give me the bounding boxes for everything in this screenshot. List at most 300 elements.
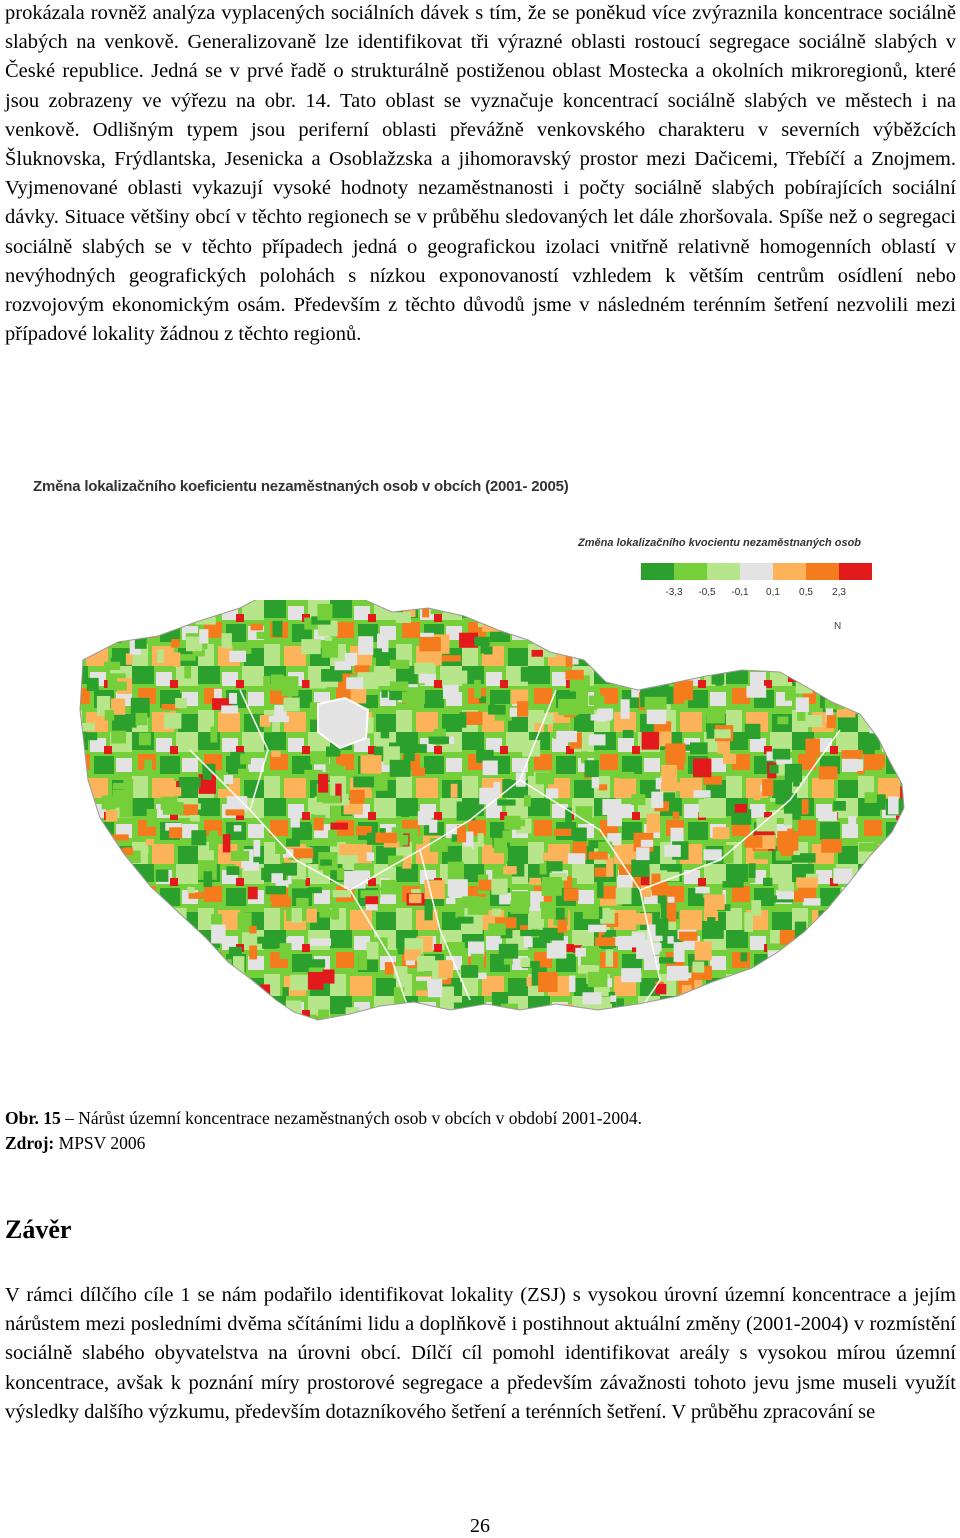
map-municipality-patch bbox=[603, 615, 616, 624]
map-municipality-patch bbox=[290, 975, 310, 991]
map-municipality-patch bbox=[439, 960, 454, 978]
map-municipality-patch bbox=[90, 1022, 99, 1030]
map-municipality-patch bbox=[894, 836, 906, 843]
map-municipality-patch bbox=[876, 689, 895, 708]
map-municipality-patch bbox=[910, 1022, 919, 1030]
map-municipality-patch bbox=[417, 956, 435, 972]
map-municipality-patch bbox=[483, 761, 498, 776]
map-municipality-patch bbox=[778, 636, 789, 651]
map-municipality-patch bbox=[763, 878, 772, 886]
map-municipality-patch bbox=[346, 677, 363, 689]
legend-tick-labels bbox=[0, 587, 960, 601]
map-municipality-patch bbox=[860, 625, 870, 633]
map-municipality-patch bbox=[879, 940, 896, 954]
map-municipality-patch bbox=[160, 617, 167, 633]
map-municipality-patch bbox=[898, 996, 914, 1008]
map-municipality-patch bbox=[80, 858, 96, 877]
map-municipality-patch bbox=[814, 606, 821, 622]
map-municipality-patch bbox=[656, 919, 669, 936]
map-municipality-patch bbox=[632, 932, 645, 947]
map-municipality-patch bbox=[229, 947, 242, 955]
map-municipality-patch bbox=[783, 979, 803, 990]
map-municipality-patch bbox=[154, 625, 168, 633]
map-municipality-patch bbox=[429, 737, 449, 744]
map-municipality-patch bbox=[400, 801, 416, 812]
map-municipality-patch bbox=[565, 670, 583, 680]
map-municipality-patch bbox=[762, 779, 773, 796]
map-municipality-patch bbox=[146, 839, 155, 845]
map-municipality-patch bbox=[878, 687, 893, 693]
map-municipality-patch bbox=[390, 760, 411, 777]
map-municipality-patch bbox=[877, 974, 897, 992]
map-municipality-patch bbox=[629, 634, 644, 653]
map-municipality-patch bbox=[769, 765, 778, 774]
map-municipality-patch bbox=[425, 902, 433, 920]
map-municipality-patch bbox=[373, 1011, 395, 1027]
map-municipality-patch bbox=[583, 992, 602, 1004]
map-municipality-patch bbox=[769, 647, 777, 667]
map-municipality-patch bbox=[695, 609, 706, 623]
map-municipality-patch bbox=[650, 663, 666, 678]
map-municipality-patch bbox=[713, 827, 730, 839]
map-municipality-patch bbox=[767, 608, 788, 620]
map-municipality-patch bbox=[496, 604, 515, 612]
map-municipality-patch bbox=[853, 917, 868, 926]
map-municipality-patch bbox=[883, 741, 896, 752]
map-municipality-patch bbox=[292, 848, 314, 858]
map-municipality-patch bbox=[542, 877, 562, 896]
map-municipality-patch bbox=[857, 704, 864, 712]
map-municipality-patch bbox=[723, 845, 733, 864]
map-municipality-patch bbox=[99, 846, 118, 861]
map-municipality-patch bbox=[806, 739, 821, 758]
map-municipality-patch bbox=[748, 645, 769, 658]
map-municipality-patch bbox=[126, 653, 132, 664]
map-municipality-patch bbox=[847, 991, 856, 1002]
map-municipality-patch bbox=[109, 882, 116, 894]
map-municipality-patch bbox=[707, 917, 715, 930]
map-municipality-patch bbox=[308, 972, 324, 990]
map-municipality-patch bbox=[650, 602, 669, 615]
map-municipality-patch bbox=[366, 942, 378, 960]
map-municipality-patch bbox=[661, 901, 668, 918]
map-municipality-patch bbox=[761, 622, 774, 636]
map-municipality-patch bbox=[782, 980, 789, 991]
map-municipality-patch bbox=[211, 982, 230, 992]
legend-swatch bbox=[740, 563, 773, 580]
map-municipality-patch bbox=[823, 930, 837, 942]
map-municipality-patch bbox=[353, 777, 374, 788]
map-municipality-patch bbox=[190, 815, 200, 822]
map-municipality-patch bbox=[741, 952, 748, 961]
map-municipality-patch bbox=[806, 941, 827, 949]
map-municipality-patch bbox=[885, 638, 891, 650]
map-municipality-patch bbox=[810, 962, 823, 973]
map-municipality-patch bbox=[634, 1017, 643, 1023]
map-municipality-patch bbox=[887, 685, 899, 698]
map-municipality-patch bbox=[358, 636, 373, 655]
map-municipality-patch bbox=[441, 987, 454, 1003]
map-municipality-patch bbox=[322, 641, 338, 658]
map-municipality-patch bbox=[443, 685, 459, 699]
map-municipality-patch bbox=[179, 777, 201, 787]
map-municipality-patch bbox=[817, 619, 833, 630]
map-municipality-patch bbox=[884, 1011, 896, 1028]
section-heading: Závěr bbox=[5, 1215, 72, 1244]
map-municipality-patch bbox=[88, 857, 109, 866]
map-municipality-patch bbox=[139, 733, 151, 746]
map-municipality-patch bbox=[726, 999, 739, 1010]
map-municipality-patch bbox=[271, 897, 291, 908]
map-municipality-patch bbox=[661, 782, 681, 791]
map-municipality-patch bbox=[817, 683, 838, 691]
map-municipality-patch bbox=[190, 1006, 200, 1024]
map-municipality-patch bbox=[554, 829, 571, 836]
map-municipality-patch bbox=[562, 631, 574, 642]
map-municipality-patch bbox=[667, 966, 689, 981]
map-municipality-patch bbox=[763, 989, 784, 1005]
map-municipality-patch bbox=[541, 904, 554, 919]
map-municipality-patch bbox=[865, 792, 877, 803]
map-municipality-patch bbox=[136, 921, 150, 934]
map-municipality-patch bbox=[837, 927, 846, 935]
map-municipality-patch bbox=[424, 880, 444, 899]
map-municipality-patch bbox=[93, 627, 105, 643]
map-municipality-patch bbox=[822, 650, 836, 656]
map-municipality-patch bbox=[460, 712, 467, 728]
map-municipality-patch bbox=[641, 840, 653, 847]
map-municipality-patch bbox=[635, 614, 651, 628]
map-municipality-patch bbox=[589, 734, 606, 745]
map-municipality-patch bbox=[451, 671, 468, 684]
map-municipality-patch bbox=[157, 956, 170, 975]
map-municipality-patch bbox=[725, 611, 732, 624]
map-municipality-patch bbox=[592, 777, 599, 788]
map-municipality-patch bbox=[825, 700, 844, 710]
map-municipality-patch bbox=[849, 983, 871, 990]
map-municipality-patch bbox=[488, 705, 506, 715]
map-municipality-patch bbox=[116, 970, 128, 988]
map-municipality-patch bbox=[876, 755, 885, 768]
map-municipality-patch bbox=[784, 814, 793, 826]
map-municipality-patch bbox=[501, 601, 519, 608]
legend-swatch bbox=[806, 563, 839, 580]
map-municipality-patch bbox=[793, 891, 804, 902]
legend-swatch bbox=[674, 563, 707, 580]
map-municipality-patch bbox=[591, 714, 612, 720]
map-municipality-patch bbox=[361, 755, 382, 774]
legend-tick-label: -0,5 bbox=[698, 587, 716, 598]
map-municipality-patch bbox=[536, 772, 554, 784]
source-label: Zdroj: bbox=[5, 1133, 55, 1153]
map-municipality-patch bbox=[240, 754, 251, 765]
map-municipality-patch bbox=[501, 1004, 518, 1023]
map-municipality-patch bbox=[791, 982, 809, 996]
map-municipality-patch bbox=[734, 998, 752, 1007]
map-municipality-patch bbox=[846, 943, 854, 956]
map-municipality-patch bbox=[781, 847, 794, 856]
map-municipality-patch bbox=[271, 751, 280, 757]
map-municipality-patch bbox=[568, 853, 585, 864]
map-municipality-patch bbox=[430, 838, 448, 852]
map-municipality-patch bbox=[144, 760, 152, 774]
map-municipality-patch bbox=[542, 635, 562, 645]
map-municipality-patch bbox=[474, 680, 481, 698]
map-municipality-patch bbox=[307, 909, 317, 923]
map-municipality-patch bbox=[610, 995, 616, 1002]
map-municipality-patch bbox=[326, 747, 340, 757]
map-municipality-patch bbox=[617, 877, 633, 888]
map-municipality-patch bbox=[157, 649, 164, 663]
map-municipality-patch bbox=[647, 814, 660, 833]
map-municipality-patch bbox=[199, 629, 208, 643]
map-municipality-patch bbox=[288, 1020, 309, 1030]
map-municipality-patch bbox=[366, 904, 378, 910]
map-municipality-patch bbox=[589, 852, 608, 860]
map-municipality-patch bbox=[802, 799, 809, 814]
map-municipality-patch bbox=[222, 633, 232, 648]
map-municipality-patch bbox=[82, 723, 95, 731]
map-municipality-patch bbox=[503, 866, 516, 874]
map-municipality-patch bbox=[322, 796, 340, 804]
map-municipality-patch bbox=[376, 833, 398, 843]
map-municipality-patch bbox=[512, 627, 532, 634]
map-municipality-patch bbox=[799, 948, 818, 965]
map-municipality-patch bbox=[472, 1007, 482, 1019]
map-municipality-patch bbox=[666, 1017, 686, 1030]
map-municipality-patch bbox=[321, 669, 342, 682]
map-municipality-patch bbox=[333, 890, 351, 897]
map-municipality-patch bbox=[796, 638, 804, 645]
map-municipality-patch bbox=[215, 959, 232, 976]
map-municipality-patch bbox=[751, 1020, 767, 1030]
map-municipality-patch bbox=[588, 925, 606, 932]
map-municipality-patch bbox=[814, 630, 834, 644]
map-municipality-patch bbox=[704, 849, 722, 860]
map-municipality-patch bbox=[842, 685, 858, 693]
map-municipality-patch bbox=[849, 1022, 865, 1029]
map-municipality-patch bbox=[831, 920, 839, 938]
map-municipality-patch bbox=[184, 666, 191, 679]
map-municipality-patch bbox=[844, 689, 854, 704]
map-municipality-patch bbox=[404, 741, 415, 761]
legend-tick-label: 0,1 bbox=[766, 587, 780, 598]
map-municipality-patch bbox=[162, 934, 176, 943]
map-municipality-patch bbox=[882, 953, 892, 970]
map-municipality-patch bbox=[494, 782, 501, 796]
map-municipality-patch bbox=[485, 838, 492, 845]
map-municipality-patch bbox=[805, 715, 822, 727]
map-municipality-patch bbox=[729, 605, 746, 612]
map-municipality-patch bbox=[409, 894, 422, 903]
map-municipality-patch bbox=[317, 604, 332, 620]
map-municipality-patch bbox=[904, 653, 921, 668]
map-municipality-patch bbox=[507, 808, 519, 816]
map-municipality-patch bbox=[328, 830, 337, 846]
map-municipality-patch bbox=[453, 1018, 465, 1030]
map-municipality-patch bbox=[234, 825, 242, 831]
map-municipality-patch bbox=[84, 603, 97, 610]
map-municipality-patch bbox=[818, 812, 837, 821]
map-municipality-patch bbox=[884, 840, 901, 850]
map-municipality-patch bbox=[283, 987, 289, 996]
map-municipality-patch bbox=[221, 705, 238, 713]
map-municipality-patch bbox=[645, 697, 667, 710]
map-municipality-patch bbox=[106, 810, 118, 821]
map-municipality-patch bbox=[339, 844, 351, 855]
map-municipality-patch bbox=[229, 651, 246, 662]
map-municipality-patch bbox=[860, 938, 876, 954]
map-municipality-patch bbox=[120, 798, 133, 818]
map-municipality-patch bbox=[442, 655, 461, 661]
map-municipality-patch bbox=[705, 645, 717, 656]
map-municipality-patch bbox=[292, 908, 303, 923]
map-municipality-patch bbox=[706, 713, 725, 723]
map-municipality-patch bbox=[282, 676, 299, 696]
map-municipality-patch bbox=[171, 639, 180, 648]
map-municipality-patch bbox=[585, 760, 599, 777]
map-municipality-patch bbox=[104, 853, 114, 863]
map-municipality-patch bbox=[556, 908, 565, 920]
map-municipality-patch bbox=[867, 1006, 874, 1013]
map-municipality-patch bbox=[719, 614, 727, 623]
map-municipality-patch bbox=[796, 697, 809, 712]
map-municipality-patch bbox=[749, 986, 760, 995]
map-municipality-patch bbox=[893, 899, 910, 907]
map-municipality-patch bbox=[636, 847, 649, 860]
map-municipality-patch bbox=[837, 657, 848, 663]
map-municipality-patch bbox=[695, 942, 712, 961]
map-municipality-patch bbox=[664, 845, 681, 857]
map-municipality-patch bbox=[413, 981, 427, 991]
map-municipality-patch bbox=[895, 742, 904, 755]
map-municipality-patch bbox=[92, 941, 112, 951]
map-municipality-patch bbox=[373, 648, 382, 657]
map-municipality-patch bbox=[288, 1015, 305, 1024]
map-municipality-patch bbox=[421, 724, 434, 732]
map-municipality-patch bbox=[231, 851, 249, 861]
map-municipality-patch bbox=[602, 799, 621, 815]
map-municipality-patch bbox=[756, 972, 777, 985]
map-municipality-patch bbox=[504, 816, 520, 830]
map-municipality-patch bbox=[825, 1002, 838, 1020]
map-municipality-patch bbox=[662, 1016, 682, 1024]
map-municipality-patch bbox=[618, 772, 634, 779]
map-municipality-patch bbox=[740, 973, 748, 991]
map-municipality-patch bbox=[599, 784, 607, 790]
map-municipality-patch bbox=[280, 943, 292, 959]
map-municipality-patch bbox=[681, 601, 692, 618]
map-municipality-patch bbox=[792, 946, 803, 958]
map-municipality-patch bbox=[142, 847, 149, 853]
map-municipality-patch bbox=[588, 972, 608, 987]
map-municipality-patch bbox=[344, 871, 366, 889]
map-municipality-patch bbox=[546, 861, 562, 871]
map-municipality-patch bbox=[339, 1019, 361, 1030]
map-municipality-patch bbox=[907, 694, 922, 709]
map-municipality-patch bbox=[390, 660, 410, 669]
map-municipality-patch bbox=[151, 620, 163, 629]
map-municipality-patch bbox=[175, 698, 187, 708]
map-municipality-patch bbox=[346, 1007, 360, 1026]
map-municipality-patch bbox=[491, 879, 507, 895]
map-municipality-patch bbox=[656, 778, 662, 789]
map-municipality-patch bbox=[81, 862, 91, 878]
map-municipality-patch bbox=[102, 796, 116, 810]
map-municipality-patch bbox=[800, 853, 816, 862]
map-municipality-patch bbox=[350, 790, 365, 804]
map-municipality-patch bbox=[488, 923, 505, 935]
map-municipality-patch bbox=[266, 886, 287, 894]
map-municipality-patch bbox=[676, 671, 685, 680]
map-municipality-patch bbox=[134, 909, 150, 921]
map-municipality-patch bbox=[520, 930, 540, 936]
map-municipality-patch bbox=[260, 715, 271, 727]
map-municipality-patch bbox=[576, 806, 593, 820]
map-municipality-patch bbox=[788, 669, 804, 682]
map-municipality-patch bbox=[573, 828, 586, 842]
map-municipality-patch bbox=[683, 745, 703, 751]
map-municipality-patch bbox=[273, 621, 283, 637]
map-municipality-patch bbox=[524, 795, 531, 806]
map-municipality-patch bbox=[382, 690, 388, 698]
map-municipality-patch bbox=[773, 749, 791, 760]
map-municipality-patch bbox=[848, 816, 856, 825]
map-municipality-patch bbox=[673, 1006, 688, 1020]
map-municipality-patch bbox=[123, 601, 142, 619]
map-municipality-patch bbox=[420, 637, 441, 652]
map-municipality-patch bbox=[631, 794, 645, 805]
map-municipality-patch bbox=[543, 853, 549, 861]
map-municipality-patch bbox=[621, 968, 641, 982]
map-municipality-patch bbox=[841, 619, 852, 633]
map-title: Změna lokalizačního koeficientu nezaměstnaných osob v obcích (2001- 2005) bbox=[33, 478, 569, 495]
map-municipality-patch bbox=[189, 892, 209, 899]
map-municipality-patch bbox=[626, 668, 644, 685]
map-municipality-patch bbox=[123, 779, 133, 799]
map-municipality-patch bbox=[227, 866, 240, 875]
map-municipality-patch bbox=[621, 699, 630, 719]
map-municipality-patch bbox=[680, 631, 702, 640]
map-municipality-patch bbox=[569, 976, 575, 993]
map-municipality-patch bbox=[876, 958, 893, 974]
map-municipality-patch bbox=[854, 759, 864, 771]
map-municipality-patch bbox=[806, 932, 825, 946]
map-municipality-patch bbox=[260, 984, 270, 994]
map-municipality-patch bbox=[529, 1014, 549, 1026]
map-municipality-patch bbox=[337, 868, 344, 880]
legend-tick-label: -3,3 bbox=[665, 587, 683, 598]
map-municipality-patch bbox=[133, 923, 145, 932]
map-municipality-patch bbox=[257, 937, 273, 944]
map-municipality-patch bbox=[95, 912, 102, 931]
map-municipality-patch bbox=[754, 782, 761, 800]
caption-text: – Nárůst územní koncentrace nezaměstnaných osob v obcích v období 2001-2004. bbox=[60, 1108, 642, 1128]
map-municipality-patch bbox=[390, 682, 409, 691]
map-municipality-patch bbox=[618, 673, 626, 686]
map-municipality-patch bbox=[371, 1019, 386, 1030]
map-municipality-patch bbox=[793, 779, 800, 787]
map-municipality-patch bbox=[126, 921, 142, 939]
map-municipality-patch bbox=[156, 870, 169, 882]
map-municipality-patch bbox=[640, 665, 654, 676]
map-municipality-patch bbox=[723, 881, 744, 888]
map-municipality-patch bbox=[517, 701, 528, 717]
map-municipality-patch bbox=[96, 837, 113, 847]
map-municipality-patch bbox=[210, 727, 217, 743]
map-municipality-patch bbox=[426, 1009, 445, 1028]
map-municipality-patch bbox=[128, 874, 137, 892]
